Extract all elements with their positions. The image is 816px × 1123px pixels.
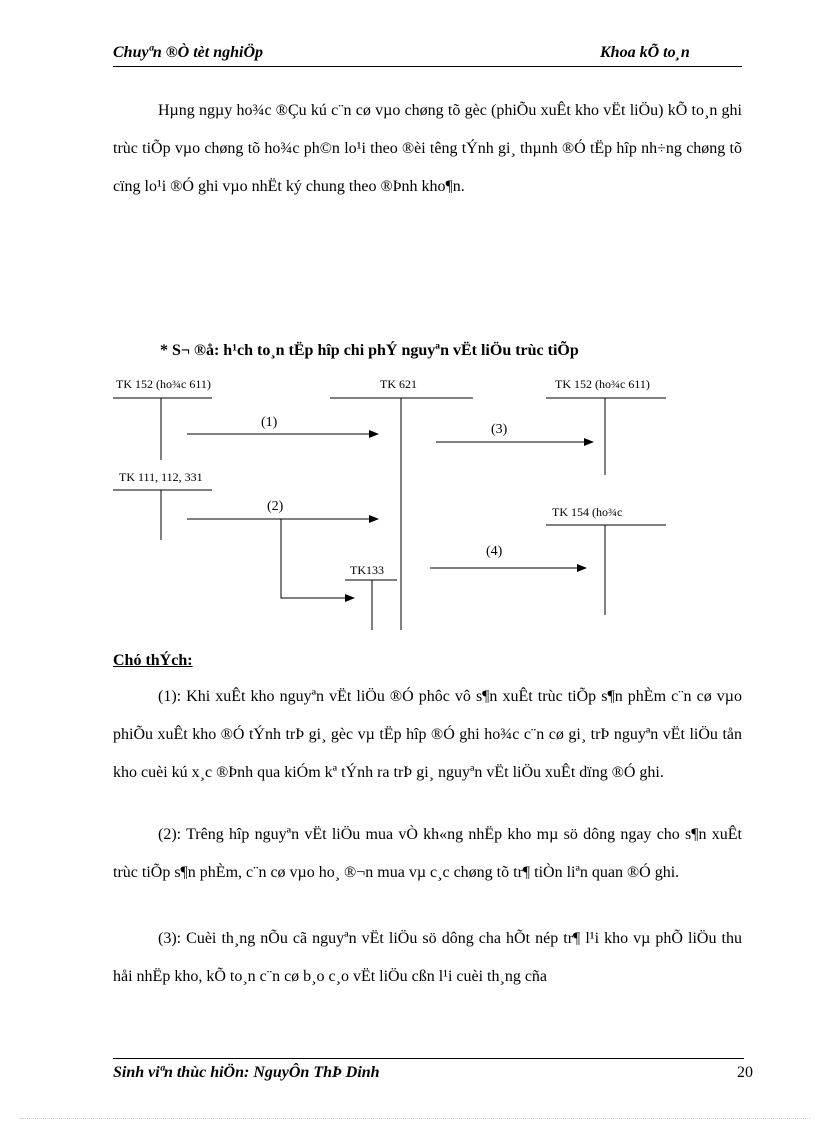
header-document-title: Chuyªn ®Ò tèt nghiÖp (113, 44, 264, 61)
tk621-label: TK 621 (380, 377, 417, 391)
diagram-title: * S¬ ®å: h¹ch to¸n tËp hîp chi phÝ nguyªn vËt liÖu trùc tiÕp (160, 342, 579, 359)
page-number: 20 (737, 1064, 753, 1081)
footer-student: Sinh viªn thùc hiÖn: NguyÔn ThÞ Dinh (113, 1064, 380, 1081)
note-1 (113, 678, 742, 792)
tk152-right-label: TK 152 (ho¾c 611) (555, 377, 650, 391)
page-edge (20, 1118, 810, 1119)
note-2-text: (2): Trêng hîp nguyªn vËt liÖu mua vÒ kh«ng nhËp kho mµ sö dông ngay cho s¶n xuÊt trùc tiÕp s¶n phÈm, c¨n cø vµo ho¸ ®¬n mua vµ c¸c chøng tõ tr¶ tiÒn liªn quan ®Ó ghi. (113, 826, 742, 881)
tk152-left-label: TK 152 (ho¾c 611) (116, 377, 211, 391)
header-faculty: Khoa kÕ to¸n (600, 44, 690, 61)
tk133-label: TK133 (350, 563, 384, 577)
tk111-label: TK 111, 112, 331 (119, 470, 203, 484)
tk154-label: TK 154 (ho¾c (552, 505, 623, 519)
arrow-2-label: (2) (267, 499, 284, 514)
note-3 (113, 920, 742, 996)
intro-text: Hµng ngµy ho¾c ®Çu kú c¨n cø vµo chøng tõ gèc (phiÕu xuÊt kho vËt liÖu) kÕ to¸n ghi trùc tiÕp vµo chøng tõ ho¾c ph©n lo¹i theo ®èi têng tÝnh gi¸ thµnh ®Ó tËp hîp nh÷ng chøng tõ cïng lo¹i ®Ó ghi vµo nhËt ký chung theo ®Þnh kho¶n. (113, 102, 742, 195)
note-1-text: (1): Khi xuÊt kho nguyªn vËt liÖu ®Ó phôc vô s¶n xuÊt trùc tiÕp s¶n phÈm c¨n cø vµo phiÕu xuÊt kho ®Ó tÝnh trÞ gi¸ gèc vµ tËp hîp ®Ó ghi ho¾c c¨n cø gi¸ trÞ nguyªn vËt liÖu tån kho cuèi kú x¸c ®Þnh qua kiÓm kª tÝnh ra trÞ gi¸ nguyªn vËt liÖu xuÊt dïng ®Ó ghi. (113, 688, 742, 781)
note-3-text: (3): Cuèi th¸ng nÕu cã nguyªn vËt liÖu sö dông cha hÕt nép tr¶ l¹i kho vµ phÕ liÖu thu håi nhËp kho, kÕ to¸n c¨n cø b¸o c¸o vËt liÖu cßn l¹i cuèi th¸ng cña (113, 930, 742, 985)
arrow-1-label: (1) (261, 415, 278, 430)
footer-divider (113, 1058, 744, 1059)
notes-title: Chó thÝch: (113, 652, 193, 669)
arrow-3-label: (3) (491, 422, 508, 437)
arrow-2-branch (281, 519, 354, 598)
arrow-4-label: (4) (486, 544, 503, 559)
note-2 (113, 816, 742, 892)
